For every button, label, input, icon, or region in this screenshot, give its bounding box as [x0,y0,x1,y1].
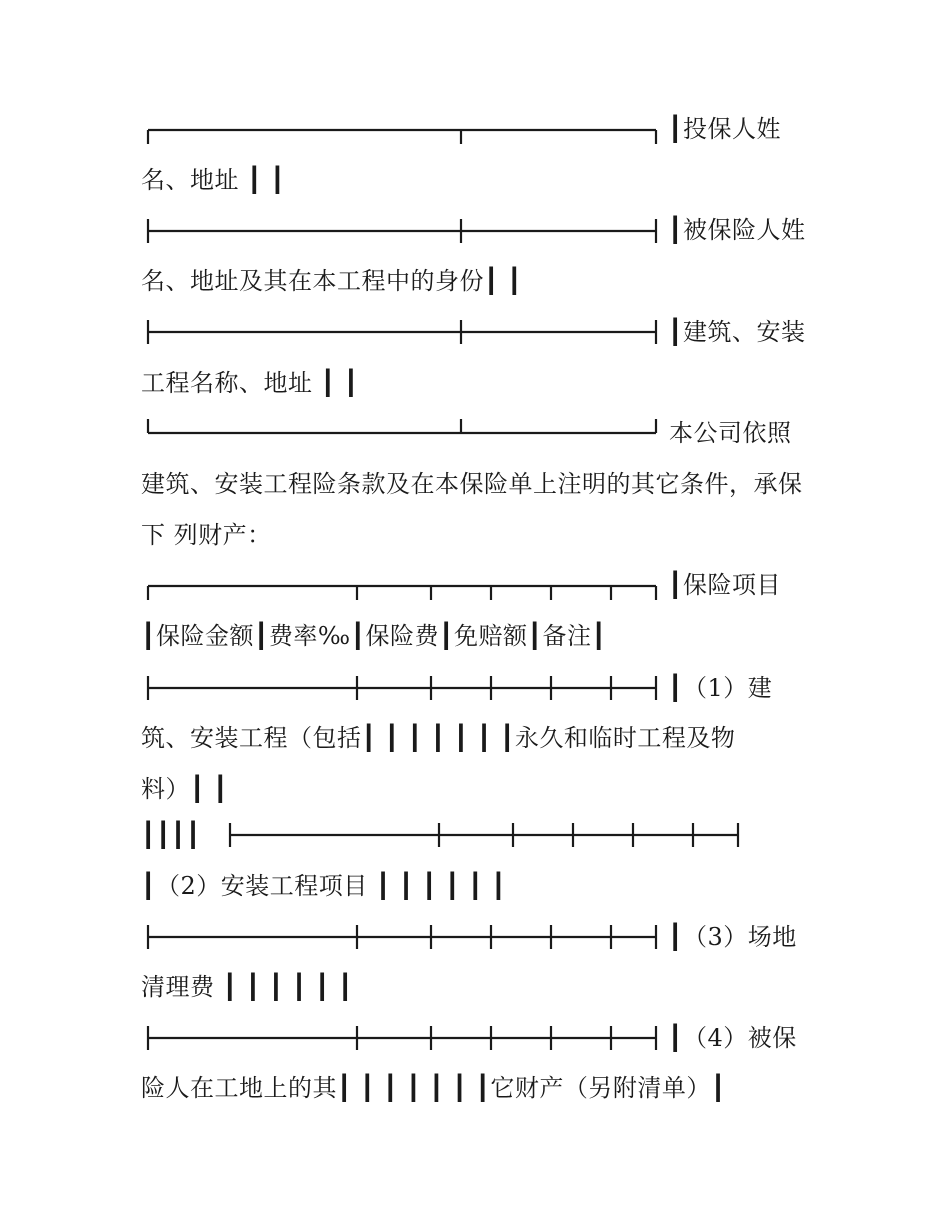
rule-separator [230,823,738,847]
text-line: 险人在工地上的其┃ ┃ ┃ ┃ ┃ ┃ ┃它财产（另附清单）┃ [141,1074,726,1102]
rule-separator [148,1026,656,1050]
text-line: 料）┃ ┃ [141,775,229,803]
rule-bottom-border [148,419,656,433]
rule-separator [148,320,656,344]
text-line: 下 列财产： [141,521,272,549]
text-line: 清理费 ┃ ┃ ┃ ┃ ┃ ┃ [141,973,353,1001]
text-line: 筑、安装工程（包括┃ ┃ ┃ ┃ ┃ ┃ ┃永久和临时工程及物 [141,724,736,752]
rule-separator [148,219,656,243]
text-line: ┃┃┃┃ [141,821,201,849]
text-line: ┃保险金额┃费率‰┃保险费┃免赔额┃备注┃ [141,622,607,650]
text-line: 名、地址及其在本工程中的身份┃ ┃ [141,267,523,295]
text-line: ┃（4）被保 [668,1024,797,1052]
rule-top-border [148,586,656,600]
text-line: 本公司依照 [669,419,792,447]
text-line: 工程名称、地址 ┃ ┃ [141,369,359,397]
text-line: ┃建筑、安装 [668,318,806,346]
text-line: ┃（3）场地 [668,923,797,951]
text-line: 名、地址 ┃ ┃ [141,166,286,194]
rule-separator [148,676,656,700]
rule-top-border [148,130,656,144]
text-line: ┃（1）建 [668,674,773,702]
text-line: ┃（2）安装工程项目 ┃ ┃ ┃ ┃ ┃ ┃ [141,872,507,900]
text-line: 建筑、安装工程险条款及在本保险单上注明的其它条件，承保 [141,470,803,498]
text-line: ┃被保险人姓 [668,216,806,244]
rule-separator [148,925,656,949]
text-line: ┃投保人姓 [668,115,781,143]
text-line: ┃保险项目 [668,571,781,599]
